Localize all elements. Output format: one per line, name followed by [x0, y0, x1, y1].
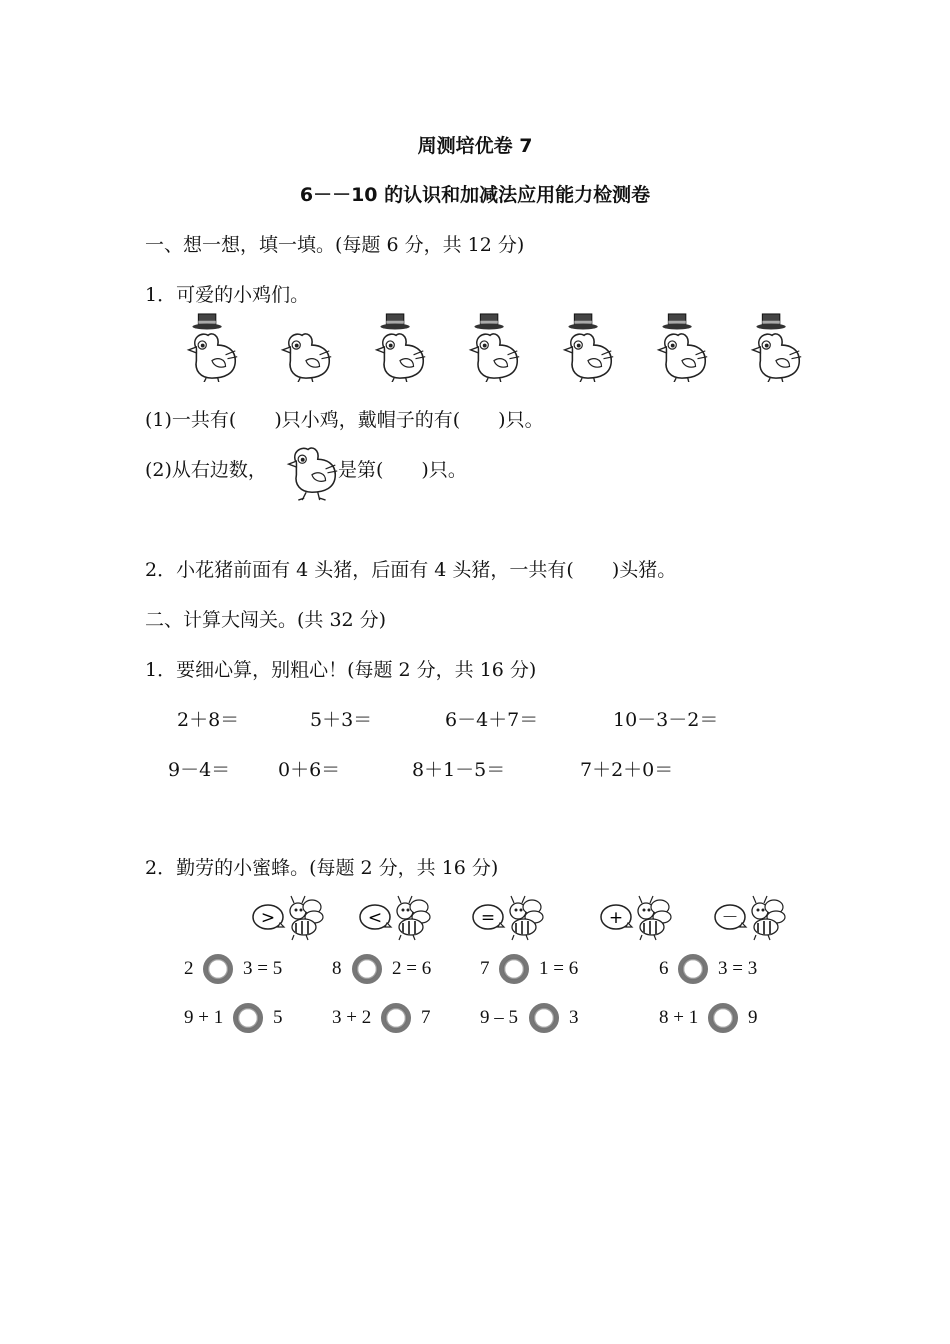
answer-circle[interactable] [352, 954, 382, 984]
q1-sub2-after: 是第( )只。 [338, 459, 467, 481]
q1-sub2-before: (2)从右边数， [145, 459, 267, 481]
equation: 9－4＝ [168, 759, 231, 781]
bee-symbol-label: > [260, 908, 276, 928]
bee-expr-left: 6 [659, 958, 669, 979]
bee-expr-left: 2 [184, 958, 194, 979]
answer-circle[interactable] [678, 954, 708, 984]
bee-symbol-label: = [480, 908, 496, 928]
answer-circle[interactable] [708, 1003, 738, 1033]
bee-expr-right: 3 = 5 [243, 958, 283, 979]
chick-with-hat-icon [178, 312, 242, 382]
chick-with-hat-icon [460, 312, 524, 382]
equation: 2＋8＝ [177, 709, 240, 731]
chick-with-hat-icon [648, 312, 712, 382]
bee-symbol-label: < [367, 908, 383, 928]
chick-with-hat-icon [554, 312, 618, 382]
bee-q2-label: 2．勤劳的小蜜蜂。(每题 2 分，共 16 分) [145, 857, 499, 879]
bee-expr-right: 1 = 6 [539, 958, 579, 979]
bee-expr-left: 3 + 2 [332, 1007, 372, 1028]
chick-icon [272, 312, 336, 382]
chick-with-hat-icon [366, 312, 430, 382]
bee-icon [250, 893, 330, 941]
bee-expr-left: 8 + 1 [659, 1007, 699, 1028]
chick-icon [278, 432, 342, 502]
bee-symbol-label: + [608, 908, 624, 928]
bee-expr-left: 9 + 1 [184, 1007, 224, 1028]
equation: 5＋3＝ [310, 709, 373, 731]
bee-expr-right: 9 [748, 1007, 758, 1028]
bee-expr-right: 7 [421, 1007, 431, 1028]
q2-text: 2．小花猪前面有 4 头猪，后面有 4 头猪，一共有( )头猪。 [145, 559, 677, 581]
bee-expr-left: 8 [332, 958, 342, 979]
bee-expr-right: 5 [273, 1007, 283, 1028]
chick-with-hat-icon [742, 312, 806, 382]
section1-heading: 一、想一想，填一填。(每题 6 分，共 12 分) [145, 234, 525, 256]
page-title: 周测培优卷 7 [417, 135, 533, 157]
answer-circle[interactable] [203, 954, 233, 984]
equation: 8＋1－5＝ [412, 759, 506, 781]
q1-sub1: (1)一共有( )只小鸡，戴帽子的有( )只。 [145, 409, 544, 431]
equation: 7＋2＋0＝ [580, 759, 674, 781]
calc-q1-label: 1．要细心算，别粗心！(每题 2 分，共 16 分) [145, 659, 537, 681]
bee-symbol-label: － [721, 908, 739, 928]
q1-label: 1．可爱的小鸡们。 [145, 284, 310, 306]
answer-circle[interactable] [233, 1003, 263, 1033]
section2-heading: 二、计算大闯关。(共 32 分) [145, 609, 387, 631]
equation: 0＋6＝ [278, 759, 341, 781]
bee-expr-left: 7 [480, 958, 490, 979]
equation: 10－3－2＝ [613, 709, 719, 731]
bee-icon [598, 893, 678, 941]
page-subtitle: 6－－10 的认识和加减法应用能力检测卷 [299, 184, 651, 206]
answer-circle[interactable] [499, 954, 529, 984]
answer-circle[interactable] [381, 1003, 411, 1033]
bee-icon [470, 893, 550, 941]
bee-expr-left: 9 – 5 [480, 1007, 518, 1028]
bee-icon [357, 893, 437, 941]
bee-expr-right: 3 = 3 [718, 958, 758, 979]
bee-expr-right: 2 = 6 [392, 958, 432, 979]
bee-icon [712, 893, 792, 941]
bee-expr-right: 3 [569, 1007, 579, 1028]
equation: 6－4＋7＝ [445, 709, 539, 731]
answer-circle[interactable] [529, 1003, 559, 1033]
